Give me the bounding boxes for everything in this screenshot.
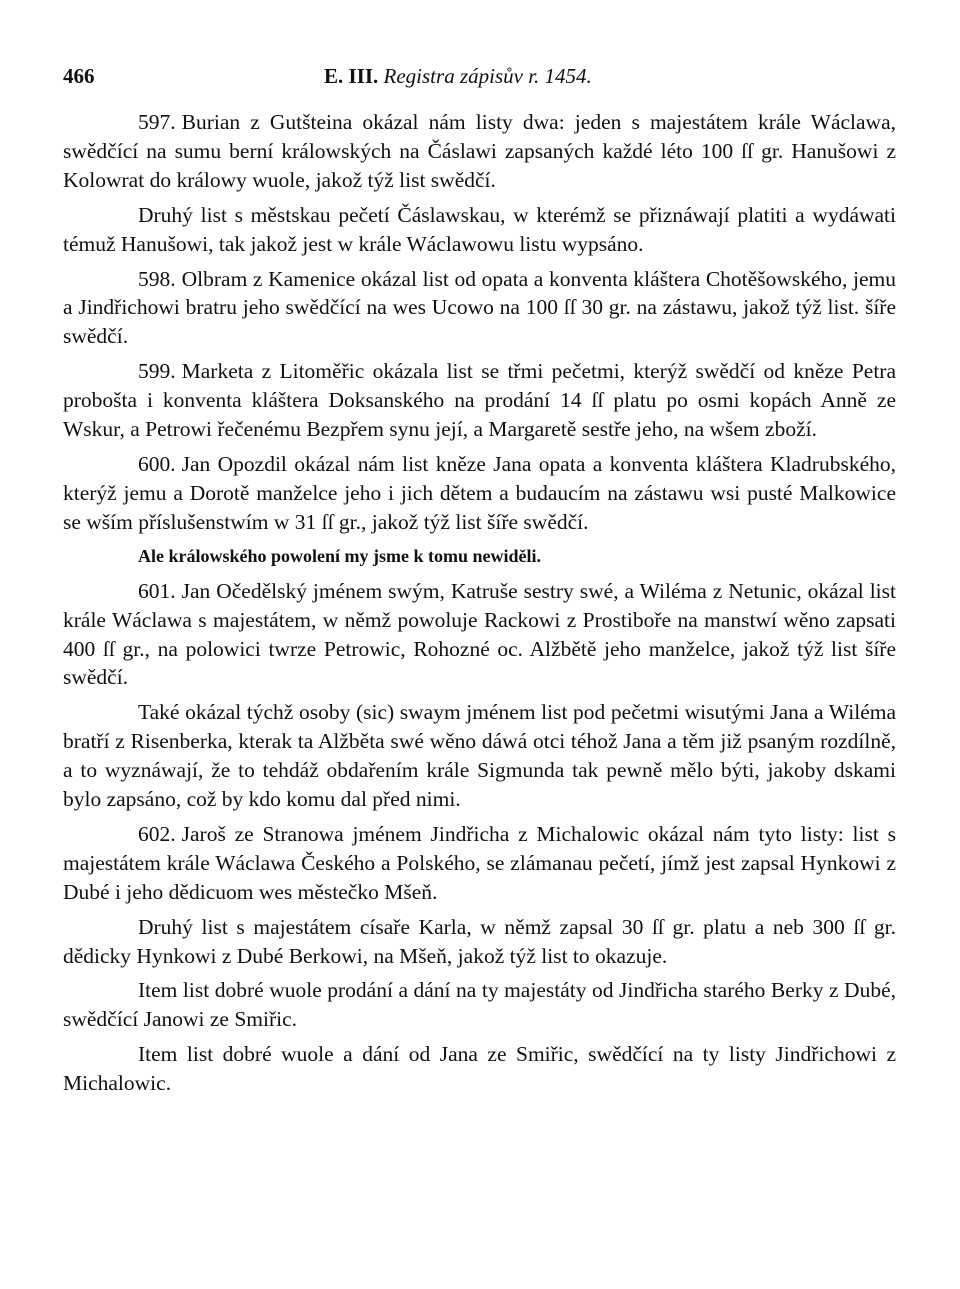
entry-text: Burian z Gutšteina okázal nám listy dwa: jeden s majestátem krále Wáclawa, swědčící na sumu berní králowských na Čáslawi zapsaných každé léto 100 ſſ gr. Hanušowi z Kolowrat do králowy wuole, jakož týž list swědčí. [63, 110, 896, 192]
entry-text: Druhý list s majestátem císaře Karla, w němž zapsal 30 ſſ gr. platu a neb 300 ſſ gr. dědicky Hynkowi z Dubé Berkowi, na Mšeň, jakož týž list to okazuje. [63, 914, 896, 968]
entry-text: Jan Opozdil okázal nám list kněze Jana opata a konventa kláštera Kladrubského, kterýž jemu a Dorotě manželce jeho i jich dětem a budaucím na zástawu wsi pusté Malkowice se wším příslušenstwím w 31 ſſ gr., jakož týž list šíře swědčí. [63, 451, 896, 534]
entry-text: Druhý list s městskau pečetí Čáslawskau, w kterémž se přiznáwají platiti a wydáwati témuž Hanušowi, tak jakož jest w krále Wáclawowu listu wypsáno. [63, 202, 896, 256]
entry-paragraph [63, 698, 896, 814]
register-title: Registra zápisův r. 1454. [383, 64, 592, 88]
entry-number: 600. [138, 451, 176, 476]
running-title [324, 64, 592, 88]
entry-paragraph [63, 450, 896, 537]
section-label: E. III. [324, 64, 379, 88]
entry-paragraph [63, 265, 896, 352]
entry-number: 599. [138, 359, 176, 384]
entry-text: Ale králowského powolení my jsme k tomu newiděli. [138, 545, 542, 566]
entry-paragraph [63, 577, 896, 693]
entry-paragraph [63, 357, 896, 444]
entry-paragraph [63, 1040, 896, 1098]
entry-text: Item list dobré wuole a dání od Jana ze Smiřic, swědčící na ty listy Jindřichowi z Michalowic. [63, 1042, 896, 1096]
entry-text: Jan Očedělský jménem swým, Katruše sestry swé, a Wiléma z Netunic, okázal list krále Wáclawa s majestátem, w němž powoluje Rackowi z Prostiboře na manstwí wěno zapsati 400 ſſ gr., na polowici twrze Petrowic, Rohozné oc. Alžbětě jeho manželce, jakož týž list šíře swědčí. [63, 578, 896, 690]
note-paragraph [63, 543, 896, 569]
entry-paragraph [63, 108, 896, 195]
entry-text: Také okázal týchž osoby (sic) swaym jménem list pod pečetmi wisutými Jana a Wiléma bratří z Risenberka, kterak ta Alžběta swé wěno dáwá otci téhož Jana a těm již psaným rozdílně, a to wyznáwají, že to tehdáž obdařením krále Sigmunda tak pewně mělo býti, jakoby dskami bylo zapsáno, což by kdo komu dal před nimi. [63, 700, 896, 812]
entry-text: Item list dobré wuole prodání a dání na ty majestáty od Jindřicha starého Berky z Dubé, swědčící Janowi ze Smiřic. [63, 978, 896, 1032]
entry-number: 602. [138, 821, 176, 846]
entry-paragraph [63, 976, 896, 1034]
entry-text: Olbram z Kamenice okázal list od opata a konventa kláštera Chotěšowského, jemu a Jindřichowi bratru jeho swědčící na wes Ucowo na 100 ſſ 30 gr. na zástawu, jakož týž list. šíře swědčí. [63, 266, 896, 349]
entry-text: Jaroš ze Stranowa jménem Jindřicha z Michalowic okázal nám tyto listy: list s majestátem krále Wáclawa Českého a Polského, se zlámanau pečetí, jímž jest zapsal Hynkowi z Dubé i jeho dědicuom wes městečko Mšeň. [63, 821, 896, 904]
entry-number: 597. [138, 110, 176, 134]
entry-paragraph [63, 913, 896, 971]
entry-number: 598. [138, 266, 176, 291]
entry-paragraph [63, 820, 896, 907]
entry-number: 601. [138, 578, 176, 603]
entry-paragraph [63, 201, 896, 259]
page-number: 466 [63, 64, 95, 88]
document-body [63, 108, 896, 1104]
entry-text: Marketa z Litoměřic okázala list se třmi pečetmi, kterýž swědčí od kněze Petra probošta i konventa kláštera Doksanského na prodání 14 ſſ platu po osmi kopách Anně ze Wskur, a Petrowi řečenému Bezpřem synu její, a Margaretě sestře jeho, na wšem zboží. [63, 359, 896, 442]
